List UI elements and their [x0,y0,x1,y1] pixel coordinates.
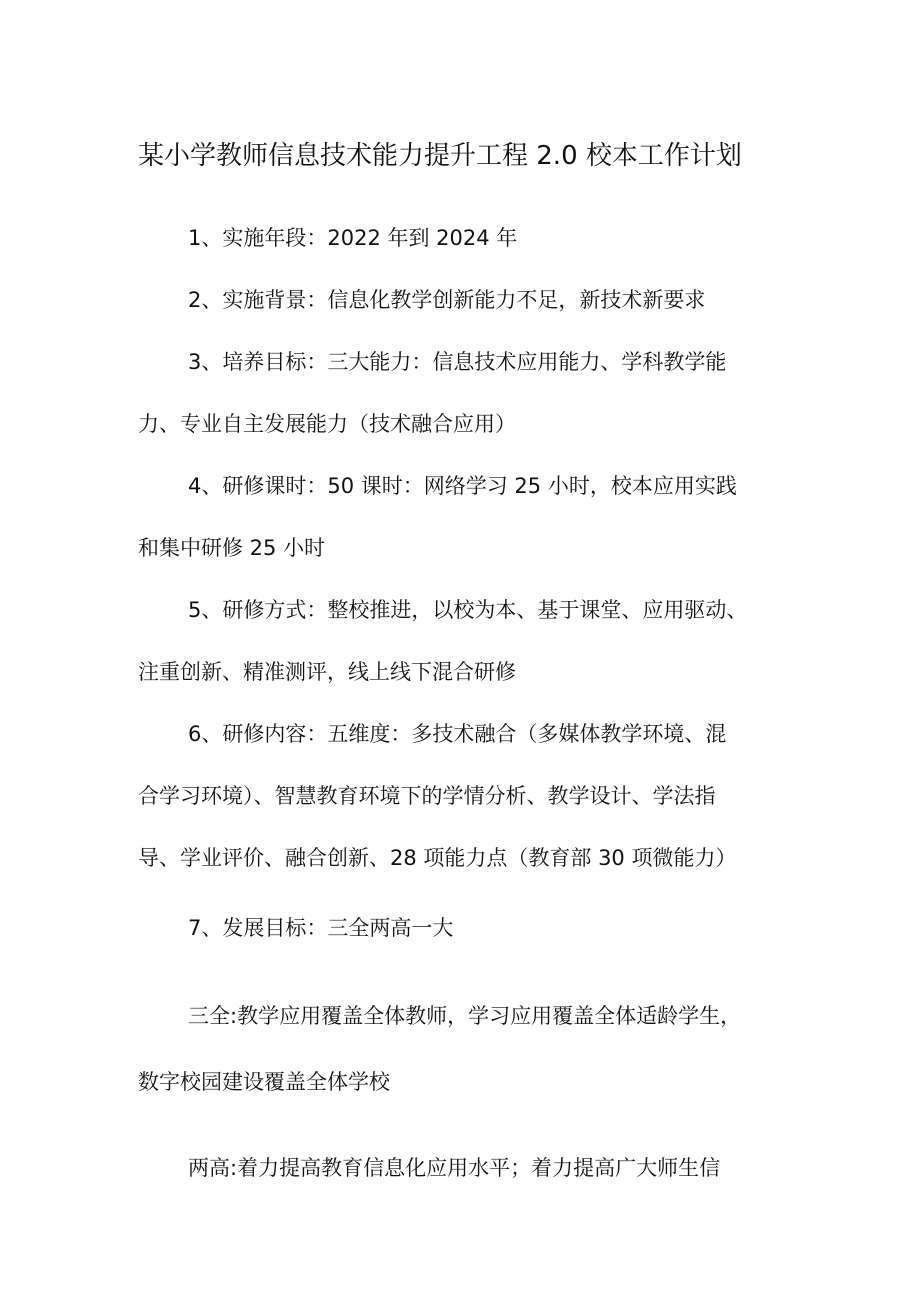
text-line: 4、研修课时：50 课时：网络学习 25 小时，校本应用实践 [188,474,737,498]
text-line: 合学习环境）、智慧教育环境下的学情分析、教学设计、学法指 [138,784,716,808]
text-line: 注重创新、精准测评，线上线下混合研修 [138,660,516,684]
text-line: 两高:着力提高教育信息化应用水平；着力提高广大师生信 [188,1156,721,1180]
text-line: 5、研修方式：整校推进，以校为本、基于课堂、应用驱动、 [188,598,748,622]
text-line: 和集中研修 25 小时 [138,536,326,560]
text-line: 力、专业自主发展能力（技术融合应用） [138,412,516,436]
text-line: 导、学业评价、融合创新、28 项能力点（教育部 30 项微能力） [138,846,737,870]
text-line: 6、研修内容：五维度：多技术融合（多媒体教学环境、混 [188,722,727,746]
document-title: 某小学教师信息技术能力提升工程 2.0 校本工作计划 [138,141,742,171]
text-line: 数字校园建设覆盖全体学校 [138,1070,390,1094]
text-line: 1、实施年段：2022 年到 2024 年 [188,226,518,250]
text-line: 2、实施背景：信息化教学创新能力不足，新技术新要求 [188,288,706,312]
text-line: 7、发展目标：三全两高一大 [188,916,454,940]
text-line: 3、培养目标：三大能力：信息技术应用能力、学科教学能 [188,350,727,374]
text-line: 三全:教学应用覆盖全体教师，学习应用覆盖全体适龄学生， [188,1004,742,1028]
